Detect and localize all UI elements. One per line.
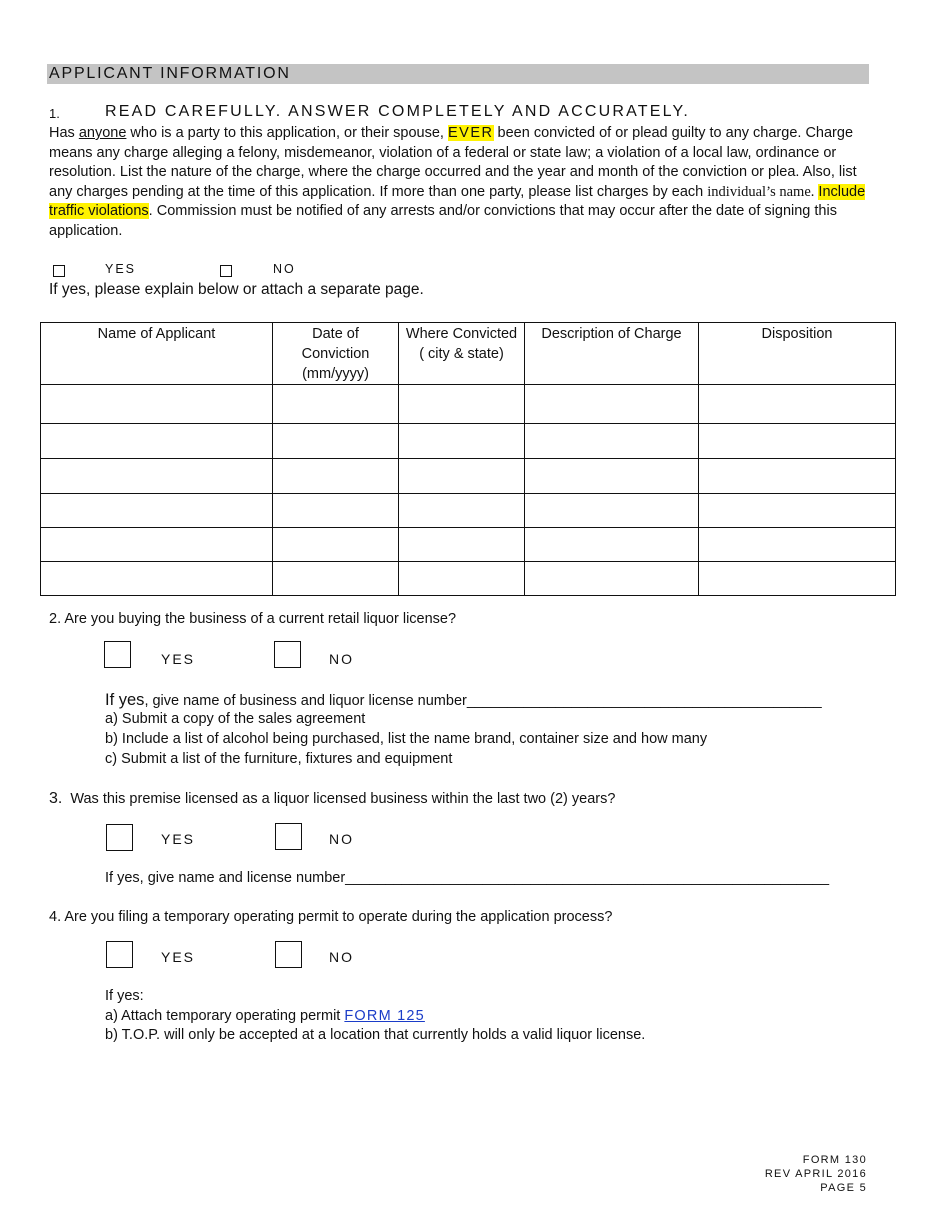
q3-yes-label: YES <box>161 831 196 847</box>
header-date-of-conviction: Date of Conviction (mm/yyyy) <box>273 323 399 385</box>
para-individual: individual’s name. <box>707 183 815 200</box>
q2-if-yes-prefix: If yes <box>105 691 145 709</box>
table-cell[interactable] <box>525 459 699 494</box>
q1-no-checkbox[interactable] <box>220 265 232 277</box>
question-3-line <box>49 790 615 808</box>
q2-if-yes-rest: , give name of business and liquor license number____________________________________________ <box>144 693 822 709</box>
question-1-number: 1. <box>49 106 60 121</box>
table-cell[interactable] <box>525 528 699 562</box>
question-1-heading: READ CAREFULLY. ANSWER COMPLETELY AND ACCURATELY. <box>105 103 690 120</box>
q2-if-yes-line <box>105 691 822 710</box>
q4-item-a-text: a) Attach temporary operating permit <box>105 1008 345 1024</box>
table-cell[interactable] <box>399 424 525 459</box>
footer-form-number: FORM 130 <box>802 1154 867 1166</box>
table-cell[interactable] <box>525 424 699 459</box>
table-cell[interactable] <box>41 459 273 494</box>
table-cell[interactable] <box>699 528 896 562</box>
table-row <box>41 459 896 494</box>
table-cell[interactable] <box>699 494 896 528</box>
convictions-table <box>40 322 896 596</box>
table-cell[interactable] <box>273 494 399 528</box>
table-row <box>41 385 896 424</box>
para-traffic-highlight: Include traffic violations <box>49 183 866 220</box>
q1-no-label: NO <box>273 262 296 276</box>
page-footer <box>765 1153 867 1195</box>
table-cell[interactable] <box>41 385 273 424</box>
question-1-paragraph <box>49 124 879 242</box>
para-text: who is a party to this application, or their spouse, <box>126 125 448 141</box>
header-where-convicted: Where Convicted ( city & state) <box>399 323 525 385</box>
table-cell[interactable] <box>41 424 273 459</box>
q2-yes-checkbox[interactable] <box>104 641 131 668</box>
table-cell[interactable] <box>525 385 699 424</box>
header-name-of-applicant: Name of Applicant <box>41 323 273 385</box>
q1-yes-checkbox[interactable] <box>53 265 65 277</box>
q4-item-b: b) T.O.P. will only be accepted at a location that currently holds a valid liquor license. <box>105 1027 646 1043</box>
question-3-number: 3. <box>49 790 63 807</box>
table-cell[interactable] <box>41 562 273 596</box>
para-ever-highlight: EVER <box>448 125 494 141</box>
q4-yes-label: YES <box>161 949 196 965</box>
table-cell[interactable] <box>41 528 273 562</box>
question-3-text: Was this premise licensed as a liquor licensed business within the last two (2) years? <box>70 791 616 807</box>
para-anyone: anyone <box>78 125 127 141</box>
form-125-link[interactable]: FORM 125 <box>344 1008 425 1024</box>
q2-item-b: b) Include a list of alcohol being purchased, list the name brand, container size and how many <box>105 731 708 747</box>
table-cell[interactable] <box>399 459 525 494</box>
q3-no-checkbox[interactable] <box>275 823 302 850</box>
q3-if-yes-line: If yes, give name and license number____________________________________________________________ <box>105 870 830 886</box>
para-text: . Commission must be notified of any arrests and/or convictions that may occur after the date of signing this application. <box>49 203 837 239</box>
header-disposition: Disposition <box>699 323 896 385</box>
table-cell[interactable] <box>399 562 525 596</box>
table-cell[interactable] <box>41 494 273 528</box>
table-row <box>41 424 896 459</box>
table-cell[interactable] <box>399 528 525 562</box>
table-cell[interactable] <box>699 562 896 596</box>
table-row <box>41 494 896 528</box>
table-cell[interactable] <box>399 385 525 424</box>
para-text: Has <box>49 125 79 141</box>
table-cell[interactable] <box>699 385 896 424</box>
table-cell[interactable] <box>525 562 699 596</box>
table-cell[interactable] <box>273 424 399 459</box>
header-description-of-charge: Description of Charge <box>525 323 699 385</box>
table-cell[interactable] <box>699 424 896 459</box>
q4-no-label: NO <box>329 949 354 965</box>
table-cell[interactable] <box>273 562 399 596</box>
q4-yes-checkbox[interactable] <box>106 941 133 968</box>
table-row <box>41 528 896 562</box>
q3-yes-checkbox[interactable] <box>106 824 133 851</box>
q2-item-a: a) Submit a copy of the sales agreement <box>105 711 366 727</box>
table-cell[interactable] <box>273 459 399 494</box>
footer-page-number: PAGE 5 <box>820 1182 867 1194</box>
q2-item-c: c) Submit a list of the furniture, fixtures and equipment <box>105 751 453 767</box>
q1-explain-text: If yes, please explain below or attach a separate page. <box>49 281 424 298</box>
para-text: been convicted of or plead guilty to any charge. Charge means any charge alleging a felony, misdemeanor, violation of a federal or state law; a violation of a local law, ordinance or resolution. List the nature of the charge, where the charge occurred and the year and month of the conviction or plea. Also, list any charges pending at the time of this application. If more than one party, please list charges by each <box>49 125 857 200</box>
question-4-text: 4. Are you filing a temporary operating permit to operate during the application process? <box>49 909 613 925</box>
table-cell[interactable] <box>699 459 896 494</box>
table-cell[interactable] <box>399 494 525 528</box>
q4-if-yes-label: If yes: <box>105 988 144 1004</box>
footer-revision: REV APRIL 2016 <box>764 1168 867 1180</box>
q2-no-label: NO <box>329 651 354 667</box>
q4-no-checkbox[interactable] <box>275 941 302 968</box>
q3-no-label: NO <box>329 831 354 847</box>
table-cell[interactable] <box>525 494 699 528</box>
q4-item-a <box>105 1008 425 1024</box>
q2-no-checkbox[interactable] <box>274 641 301 668</box>
table-cell[interactable] <box>273 385 399 424</box>
table-row <box>41 562 896 596</box>
table-header-row <box>41 323 896 385</box>
question-2-text: 2. Are you buying the business of a current retail liquor license? <box>49 611 457 627</box>
q2-yes-label: YES <box>161 651 196 667</box>
section-title: APPLICANT INFORMATION <box>49 65 291 82</box>
q1-yes-label: YES <box>105 262 137 276</box>
table-cell[interactable] <box>273 528 399 562</box>
